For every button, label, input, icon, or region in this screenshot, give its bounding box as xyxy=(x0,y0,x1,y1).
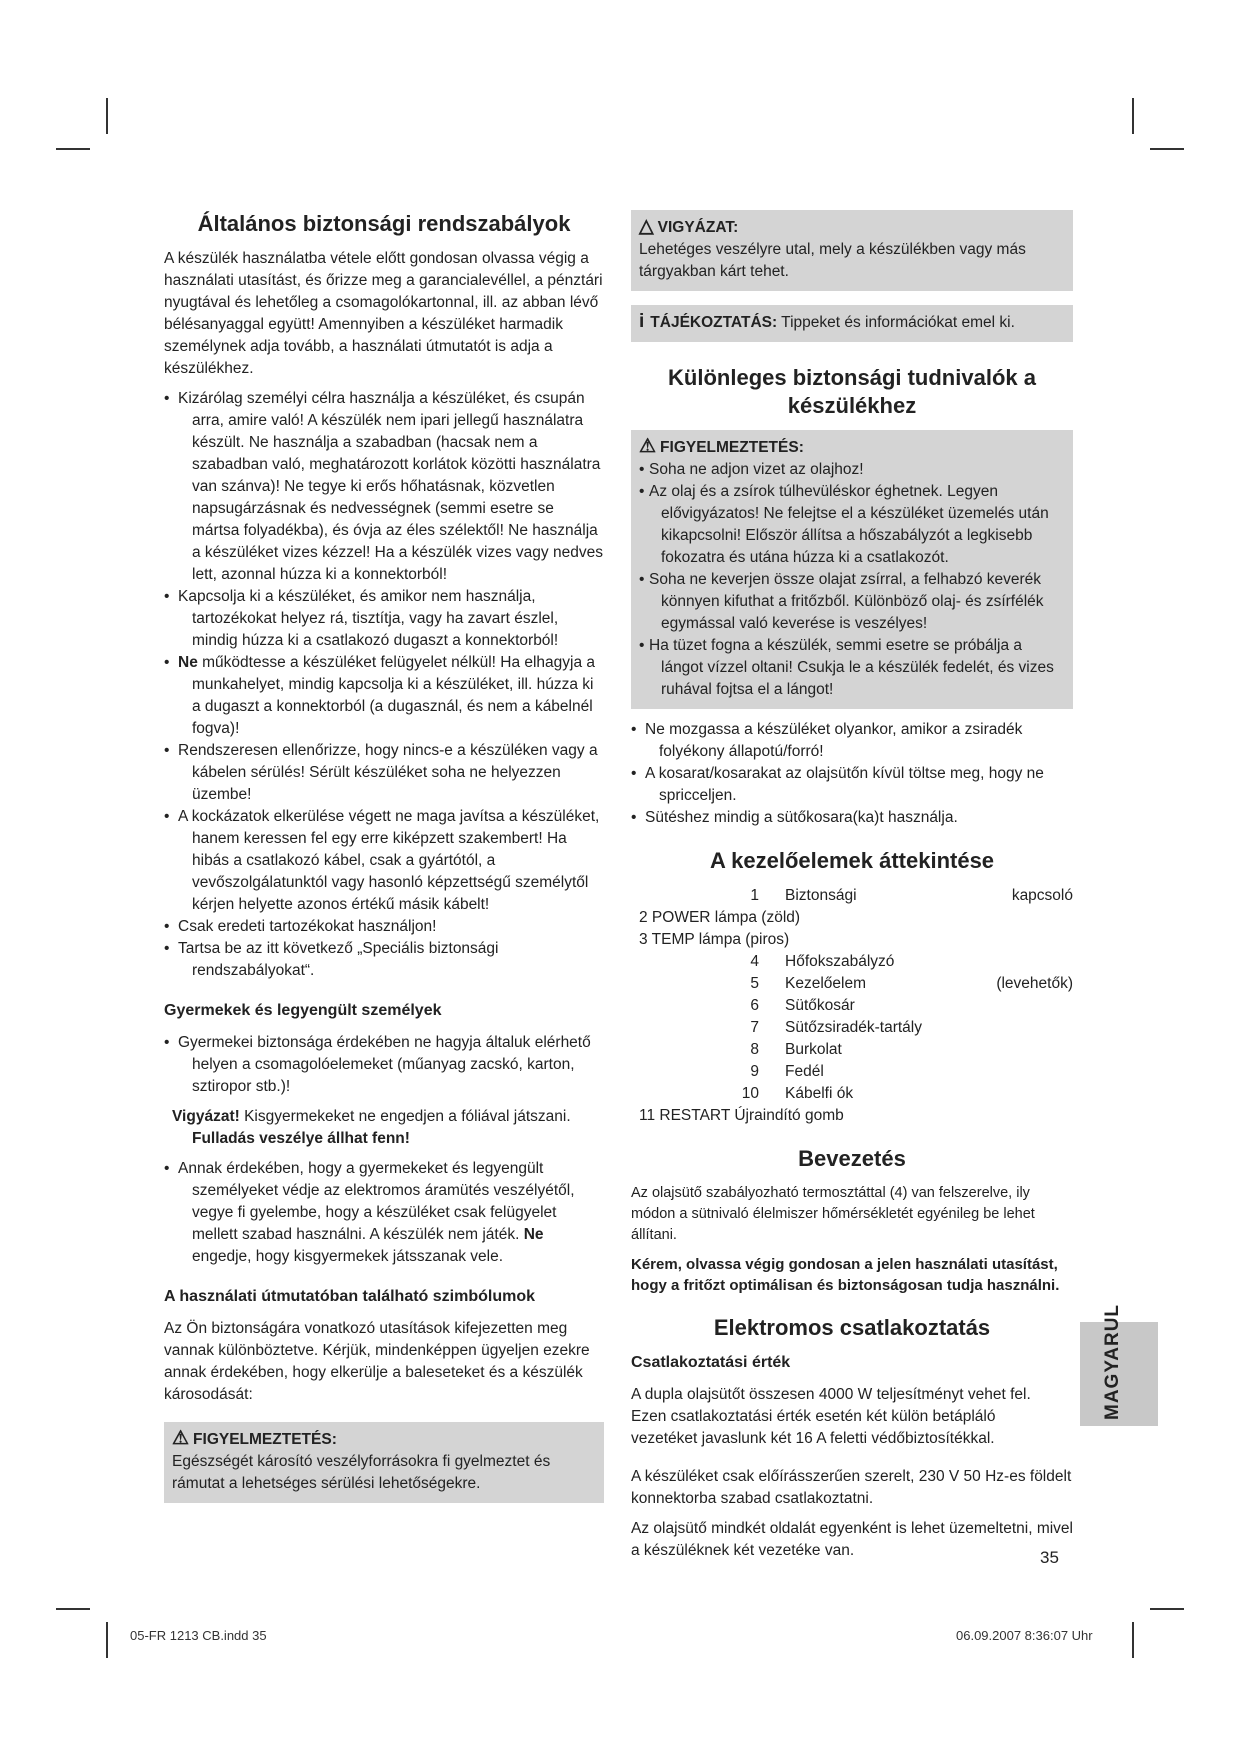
list-item: • Ha tüzet fogna a készülék, semmi esetre se próbálja a lángot vízzel oltani! Csukja le a készülék fedelét, és vizes ruhával fojtsa el a lángot! xyxy=(639,635,1065,701)
control-number: 1 xyxy=(750,887,759,904)
control-row xyxy=(631,951,1073,973)
list-item: • Kizárólag személyi célra használja a készüléket, és csupán arra, amire való! A készülék nem ipari jellegű használatra készült. Ne használja a szabadban (hacsak nem a szabadban való, meghatározott korlátok közötti használatra van szánva)! Ne tegye ki erős hőhatásnak, közvetlen napsugárzásnak és nedvességnek (semmi esetre se mártsa folyadékba), és óvja az éles szélektől! Ne használja a készüléket vizes kézzel! Ha a készülék vizes vagy nedves lett, azonnal húzza ki a konnektorból! xyxy=(164,388,604,586)
list-item: • A kockázatok elkerülése végett ne maga javítsa a készüléket, hanem keressen fel egy erre kiképzett szakembert! Ha hibás a csatlakozó kábel, csak a gyártótól, a vevőszolgálatunktól vagy hasonló képzettségű személytől kérjen helyette azonos értékű másik kábelt! xyxy=(164,806,604,916)
children-title: Gyermekek és legyengült személyek xyxy=(164,1002,442,1019)
connection-value-title: Csatlakoztatási érték xyxy=(631,1354,791,1371)
list-item: • Soha ne keverjen össze olajat zsírral, a felhabzó keverék könnyen kifuthat a fritőzből. Különböző olaj- és zsírfélék egymással való keverése is veszélyes! xyxy=(639,569,1065,635)
general-safety-intro: A készülék használatba vétele előtt gondosan olvassa végig a használati utasítást, és őrizze meg a garancialevéllel, a pénztári nyugtával és lehetőleg a csomagolókartonnal, ill. az abban lévő bélésanyaggal együtt! Amennyiben a készüléket harmadik személynek adja tovább, a használati útmutatót is adja a készülékhez. xyxy=(164,250,603,377)
list-item: • A kosarat/kosarakat az olajsütőn kívül töltse meg, hogy ne spricceljen. xyxy=(631,763,1073,807)
control-row xyxy=(631,1061,1073,1083)
list-item-text: működtesse a készüléket felügyelet nélkül! Ha elhagyja a munkahelyet, mindig kapcsolja ki a készüléket, ill. húzza ki a dugaszt a konnektorból (a dugasznál, és nem a kábelnél fogva)! xyxy=(192,654,596,737)
special-list xyxy=(631,719,1073,829)
list-item xyxy=(164,652,604,740)
caution-box xyxy=(631,210,1073,291)
special-warning-title: FIGYELMEZTETÉS: xyxy=(660,439,804,456)
control-number: 5 xyxy=(750,975,759,992)
children-list-2 xyxy=(164,1158,604,1268)
crop-mark-bottom-right-h xyxy=(1150,1608,1184,1610)
list-item: • Tartsa be az itt következő „Speciális biztonsági rendszabályokat“. xyxy=(164,938,604,982)
control-row xyxy=(631,973,1073,995)
caution-box-text: Lehetéges veszélyre utal, mely a készülékben vagy más tárgyakban kárt tehet. xyxy=(639,241,1026,280)
list-item xyxy=(164,1158,604,1268)
crop-mark-top-right-v xyxy=(1132,98,1134,134)
caution-note xyxy=(164,1106,604,1150)
control-label: Kábelfi ók xyxy=(785,1085,854,1102)
left-column xyxy=(164,210,604,1513)
warning-triangle-icon: △ xyxy=(639,216,654,237)
control-row: 2 POWER lámpa (zöld) xyxy=(639,909,801,926)
control-extra: (levehetők) xyxy=(996,975,1073,992)
control-extra xyxy=(985,1083,1073,1105)
electric-title: Elektromos csatlakoztatás xyxy=(713,1315,991,1340)
control-label: Fedél xyxy=(785,1063,824,1080)
warning-box-title: FIGYELMEZTETÉS: xyxy=(193,1431,337,1448)
crop-mark-top-left-h xyxy=(56,148,90,150)
list-item: • Kapcsolja ki a készüléket, és amikor nem használja, tartozékokat helyez rá, tisztítja, vagy ha zavart észlel, mindig húzza ki a csatlakozó dugaszt a konnektorból! xyxy=(164,586,604,652)
caution-label: Vigyázat! xyxy=(172,1108,240,1125)
control-extra xyxy=(985,951,1073,973)
control-extra xyxy=(985,1039,1073,1061)
control-number: 8 xyxy=(750,1041,759,1058)
info-icon: i xyxy=(639,311,645,332)
list-item-text: engedje, hogy kisgyermekek játsszanak vele. xyxy=(192,1248,504,1265)
control-label: Sütőkosár xyxy=(785,997,855,1014)
intro-title: Bevezetés xyxy=(798,1146,906,1171)
crop-mark-bottom-left-v xyxy=(106,1622,108,1658)
list-item: • Ne mozgassa a készüléket olyankor, amikor a zsiradék folyékony állapotú/forró! xyxy=(631,719,1073,763)
caution-box-title: VIGYÁZAT: xyxy=(657,219,739,236)
control-number: 9 xyxy=(750,1063,759,1080)
children-list xyxy=(164,1032,604,1098)
crop-mark-bottom-right-v xyxy=(1132,1622,1134,1658)
list-item: • Soha ne adjon vizet az olajhoz! xyxy=(639,459,1065,481)
crop-mark-top-left-v xyxy=(106,98,108,134)
list-item: • Rendszeresen ellenőrizze, hogy nincs-e a készüléken vagy a kábelen sérülés! Sérült készüléket soha ne helyezzen üzembe! xyxy=(164,740,604,806)
language-side-tab xyxy=(1080,1303,1158,1426)
connection-text-1: A dupla olajsütőt összesen 4000 W teljesítményt vehet fel. Ezen csatlakoztatási érték esetén két külön betápláló vezetéket javaslunk két 16 A feletti védőbiztosítékkal. xyxy=(631,1386,1031,1447)
control-row xyxy=(631,995,1073,1017)
control-extra: kapcsoló xyxy=(1011,887,1073,904)
crop-mark-bottom-left-h xyxy=(56,1608,90,1610)
connection-text-3: Az olajsütő mindkét oldalát egyenként is lehet üzemeltetni, mivel a készüléknek két vezetéke van. xyxy=(631,1520,1073,1559)
special-warning-title-row xyxy=(639,436,1065,459)
page-number: 35 xyxy=(1040,1548,1059,1567)
symbols-title: A használati útmutatóban található szimbólumok xyxy=(164,1288,535,1305)
control-row: 3 TEMP lámpa (piros) xyxy=(639,931,790,948)
footer-left: 05-FR 1213 CB.indd 35 xyxy=(130,1628,267,1643)
warning-box-title-row xyxy=(172,1428,596,1451)
bold-ne: Ne xyxy=(178,654,198,671)
warning-triangle-icon: ⚠ xyxy=(639,436,657,457)
warning-box-text: Egészségét károsító veszélyforrásokra fi gyelmeztet és rámutat a lehetséges sérülési lehetőségekre. xyxy=(172,1453,551,1492)
control-row xyxy=(631,1083,1073,1105)
control-extra xyxy=(985,995,1073,1017)
info-box-text: Tippeket és információkat emel ki. xyxy=(777,314,1015,331)
caution-box-title-row xyxy=(639,216,1065,239)
language-side-tab-label: MAGYARUL xyxy=(1102,1303,1123,1420)
control-label: Biztonsági xyxy=(785,887,857,904)
crop-mark-top-right-h xyxy=(1150,148,1184,150)
special-warning-list xyxy=(639,459,1065,701)
control-row xyxy=(631,1017,1073,1039)
caution-text: Kisgyermekeket ne engedjen a fóliával játszani. xyxy=(239,1108,571,1125)
general-safety-list xyxy=(164,388,604,982)
list-item: • Sütéshez mindig a sütőkosara(ka)t használja. xyxy=(631,807,1073,829)
intro-bold-text: Kérem, olvassa végig gondosan a jelen használati utasítást, hogy a fritőzt optimálisan és biztonságosan tudja használni. xyxy=(631,1256,1060,1294)
footer-right: 06.09.2007 8:36:07 Uhr xyxy=(956,1628,1093,1643)
control-row: 11 RESTART Újraindító gomb xyxy=(639,1107,844,1124)
control-label: Burkolat xyxy=(785,1041,842,1058)
control-number: 6 xyxy=(750,997,759,1014)
right-column xyxy=(631,210,1073,1570)
symbols-text: Az Ön biztonságára vonatkozó utasítások kifejezetten meg vannak különböztetve. Kérjük, mindenképpen ügyeljen ezekre annak érdekében, hogy elkerülje a baleseteket és a készülék károsodását: xyxy=(164,1320,590,1403)
control-extra xyxy=(985,1017,1073,1039)
special-warning-box xyxy=(631,430,1073,709)
list-item: • Gyermekei biztonsága érdekében ne hagyja általuk elérhető helyen a csomagolóelemeket (műanyag zacskó, karton, sztiropor stb.)! xyxy=(164,1032,604,1098)
control-extra xyxy=(985,1061,1073,1083)
general-safety-title: Általános biztonsági rendszabályok xyxy=(197,211,571,236)
controls-title: A kezelőelemek áttekintése xyxy=(709,848,995,873)
control-number: 7 xyxy=(750,1019,759,1036)
special-safety-title: Különleges biztonsági tudnivalók a készülékhez xyxy=(668,365,1036,418)
list-item: • Csak eredeti tartozékokat használjon! xyxy=(164,916,604,938)
warning-box xyxy=(164,1422,604,1503)
control-label: Kezelőelem xyxy=(785,975,866,992)
connection-text-2: A készüléket csak előírásszerűen szerelt, 230 V 50 Hz-es földelt konnektorba szabad csatlakoztatni. xyxy=(631,1468,1072,1507)
list-item: • Az olaj és a zsírok túlhevüléskor éghetnek. Legyen elővigyázatos! Ne felejtse el a készüléket üzemelés után kikapcsolni! Először állítsa a hőszabályzót a legkisebb fokozatra és utána húzza ki a csatlakozót. xyxy=(639,481,1065,569)
control-number: 4 xyxy=(750,953,759,970)
bold-ne: Ne xyxy=(523,1226,544,1243)
list-item-text: Annak érdekében, hogy a gyermekeket és legyengült személyeket védje az elektromos áramütés veszélyétől, vegye fi gyelembe, hogy a készüléket csak felügyelet mellett szabad használni. A készülék nem játék. xyxy=(178,1160,575,1243)
control-row xyxy=(631,1039,1073,1061)
control-row xyxy=(631,885,1073,907)
info-box-label: TÁJÉKOZTATÁS: xyxy=(650,314,778,331)
intro-text: Az olajsütő szabályozható termosztáttal (4) van felszerelve, ily módon a sütnivaló élelmiszer hőmérsékletét egyénileg be lehet állítani. xyxy=(631,1185,1035,1243)
info-box xyxy=(631,305,1073,342)
caution-bold: Fulladás veszélye állhat fenn! xyxy=(192,1130,410,1147)
warning-triangle-icon: ⚠ xyxy=(172,1428,190,1449)
control-label: Sütőzsiradék-tartály xyxy=(785,1019,922,1036)
control-number: 10 xyxy=(741,1085,759,1102)
control-label: Hőfokszabályzó xyxy=(785,953,895,970)
